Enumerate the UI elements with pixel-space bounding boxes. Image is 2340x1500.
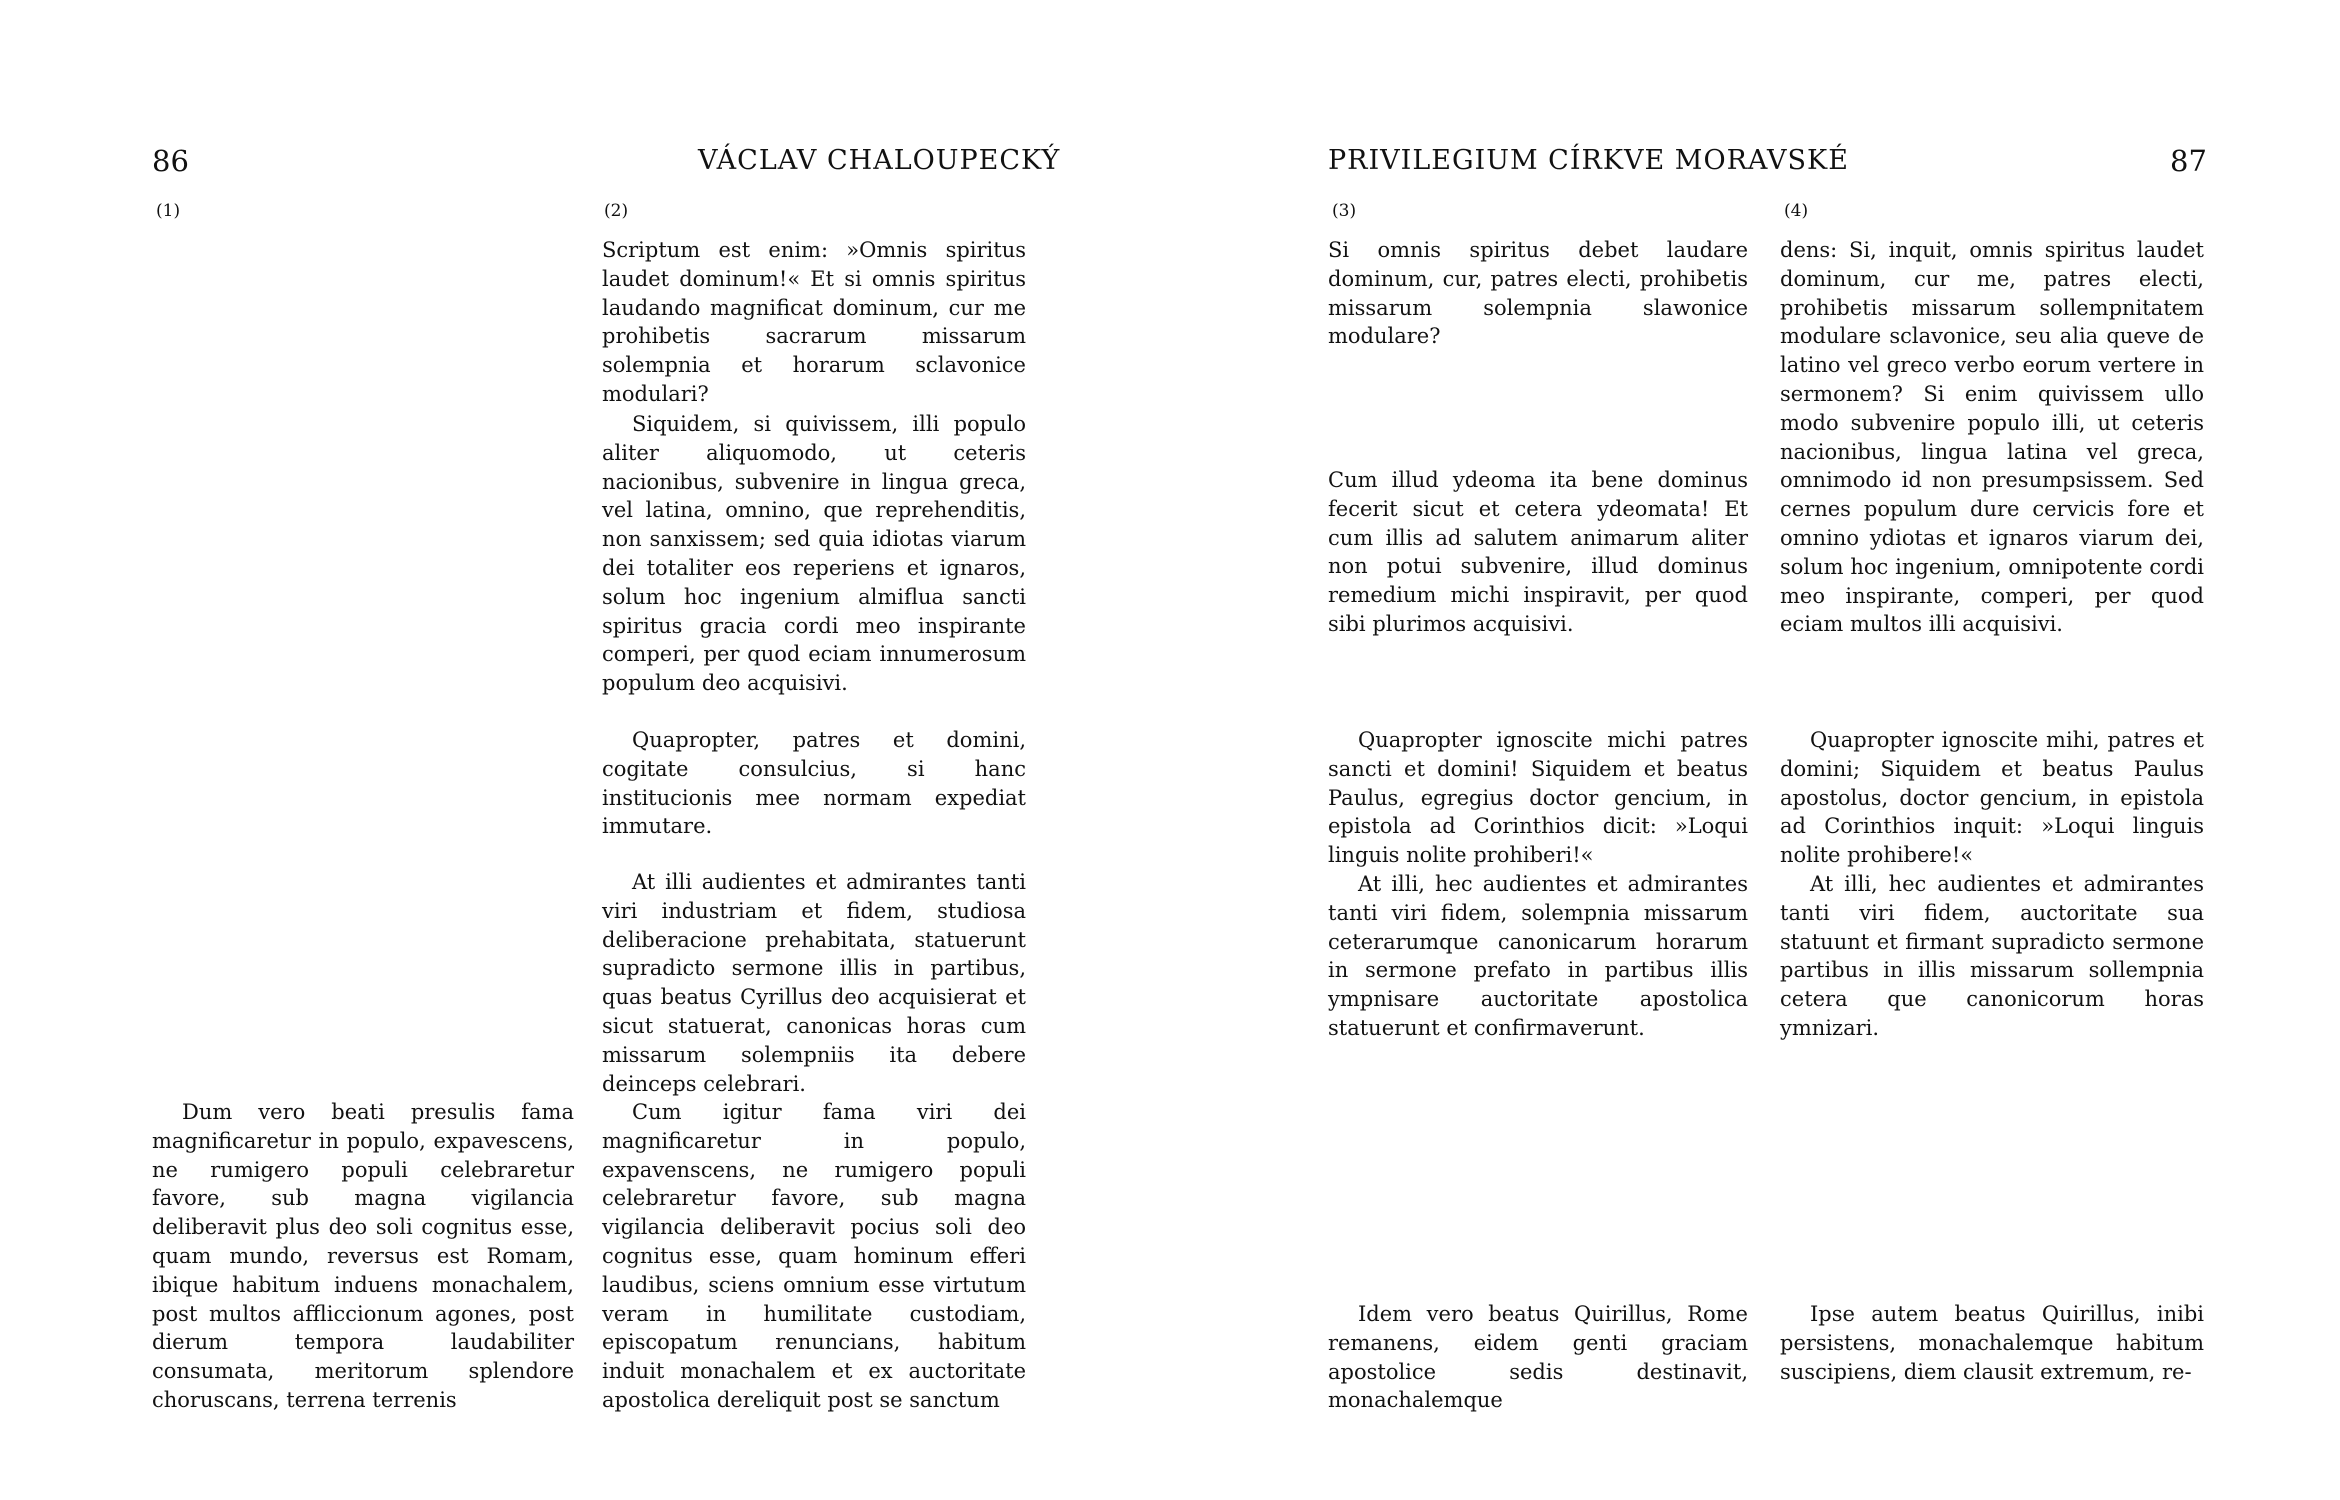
text-block: At illi, hec audientes et admirantes tanti viri fidem, solempnia missarum ceterarumque canonicarum horarum in sermone prefato in partibus illis ympnisare auctoritate apostolica statuerunt et confirmaverunt. <box>1328 872 1748 1040</box>
text-block: Quapropter ignoscite michi patres sancti et domini! Siquidem et beatus Paulus, egregius doctor gencium, in epistola ad Corinthios dicit: »Loqui linguis nolite prohiberi!« <box>1328 728 1748 868</box>
text-block: Dum vero beati presulis fama magnificaretur in populo, expavescens, ne rumigero populi celebraretur favore, sub magna vigilancia deliberavit plus deo soli cognitus esse, quam mundo, reversus est Romam, ibique habitum induens monachalem, post multos affliccionum agones, post dierum tempora laudabiliter consumata, meritorum splendore choruscans, terrena terrenis <box>152 1100 574 1412</box>
column-number-1: (1) <box>156 201 181 221</box>
text-block: Si omnis spiritus debet laudare dominum, cur, patres electi, prohibetis missarum solempnia slawonice modulare? <box>1328 238 1748 349</box>
column-number-3: (3) <box>1332 201 1357 221</box>
running-head-left: VÁCLAV CHALOUPECKÝ <box>698 145 1061 176</box>
page-number-left: 86 <box>152 144 189 178</box>
column-number-4: (4) <box>1784 201 1809 221</box>
text-block: Idem vero beatus Quirillus, Rome remanens, eidem genti graciam apostolice sedis destinavit, monachalemque <box>1328 1302 1748 1413</box>
text-block: Cum igitur fama viri dei magnificaretur in populo, expavenscens, ne rumigero populi celebraretur favore, sub magna vigilancia deliberavit pocius soli deo cognitus esse, quam hominum efferi laudibus, sciens omnium esse virtutum veram in humilitate custodiam, episcopatum renuncians, habitum induit monachalem et ex auctoritate apostolica dereliquit post se sanctum <box>602 1100 1026 1412</box>
page-number-right: 87 <box>2170 144 2207 178</box>
text-block: dens: Si, inquit, omnis spiritus laudet dominum, cur me, patres electi, prohibetis missarum sollempnitatem modulare sclavonice, seu alia queve de latino vel greco verbo eorum vertere in sermonem? Si enim quivissem ullo modo subvenire populo illi, ut ceteris nacionibus, lingua latina vel greca, omnimodo id non presumpsissem. Sed cernes populum dure cervicis fore et omnino ydiotas et ignaros viarum dei, solum hoc ingenium, omnipotente cordi meo inspirante, comperi, per quod eciam multos illi acquisivi. <box>1780 238 2204 637</box>
column-number-2: (2) <box>604 201 629 221</box>
text-block: Scriptum est enim: »Omnis spiritus laudet dominum!« Et si omnis spiritus laudando magnificat dominum, cur me prohibetis sacrarum missarum solempnia et horarum sclavonice modulari? <box>602 238 1026 406</box>
text-block: Ipse autem beatus Quirillus, inibi persistens, monachalemque habitum suscipiens, diem clausit extremum, re- <box>1780 1302 2204 1384</box>
text-block: Quapropter, patres et domini, cogitate consulcius, si hanc institucionis mee normam expediat immutare. <box>602 728 1026 839</box>
text-block: Cum illud ydeoma ita bene dominus fecerit sicut et cetera ydeomata! Et cum illis ad salutem animarum aliter non potui subvenire, illud dominus remedium michi inspiravit, per quod sibi plurimos acquisivi. <box>1328 468 1748 636</box>
text-block: At illi, hec audientes et admirantes tanti viri fidem, auctoritate sua statuunt et firmant supradicto sermone partibus in illis missarum sollempnia cetera que canonicorum horas ymnizari. <box>1780 872 2204 1040</box>
text-block: Siquidem, si quivissem, illi populo aliter aliquomodo, ut ceteris nacionibus, subvenire in lingua greca, vel latina, omnino, que reprehenditis, non sanxissem; sed quia idiotas viarum dei totaliter eos reperiens et ignaros, solum hoc ingenium almiflua sancti spiritus gracia cordi meo inspirante comperi, per quod eciam innumerosum populum deo acquisivi. <box>602 412 1026 696</box>
text-block: At illi audientes et admirantes tanti viri industriam et fidem, studiosa deliberacione prehabitata, statuerunt supradicto sermone illis in partibus, quas beatus Cyrillus deo acquisierat et sicut statuerat, canonicas horas cum missarum solempniis ita debere deinceps celebrari. <box>602 870 1026 1096</box>
running-head-right: PRIVILEGIUM CÍRKVE MORAVSKÉ <box>1328 145 1849 176</box>
text-block: Quapropter ignoscite mihi, patres et domini; Siquidem et beatus Paulus apostolus, doctor gencium, in epistola ad Corinthios inquit: »Loqui linguis nolite prohibere!« <box>1780 728 2204 868</box>
